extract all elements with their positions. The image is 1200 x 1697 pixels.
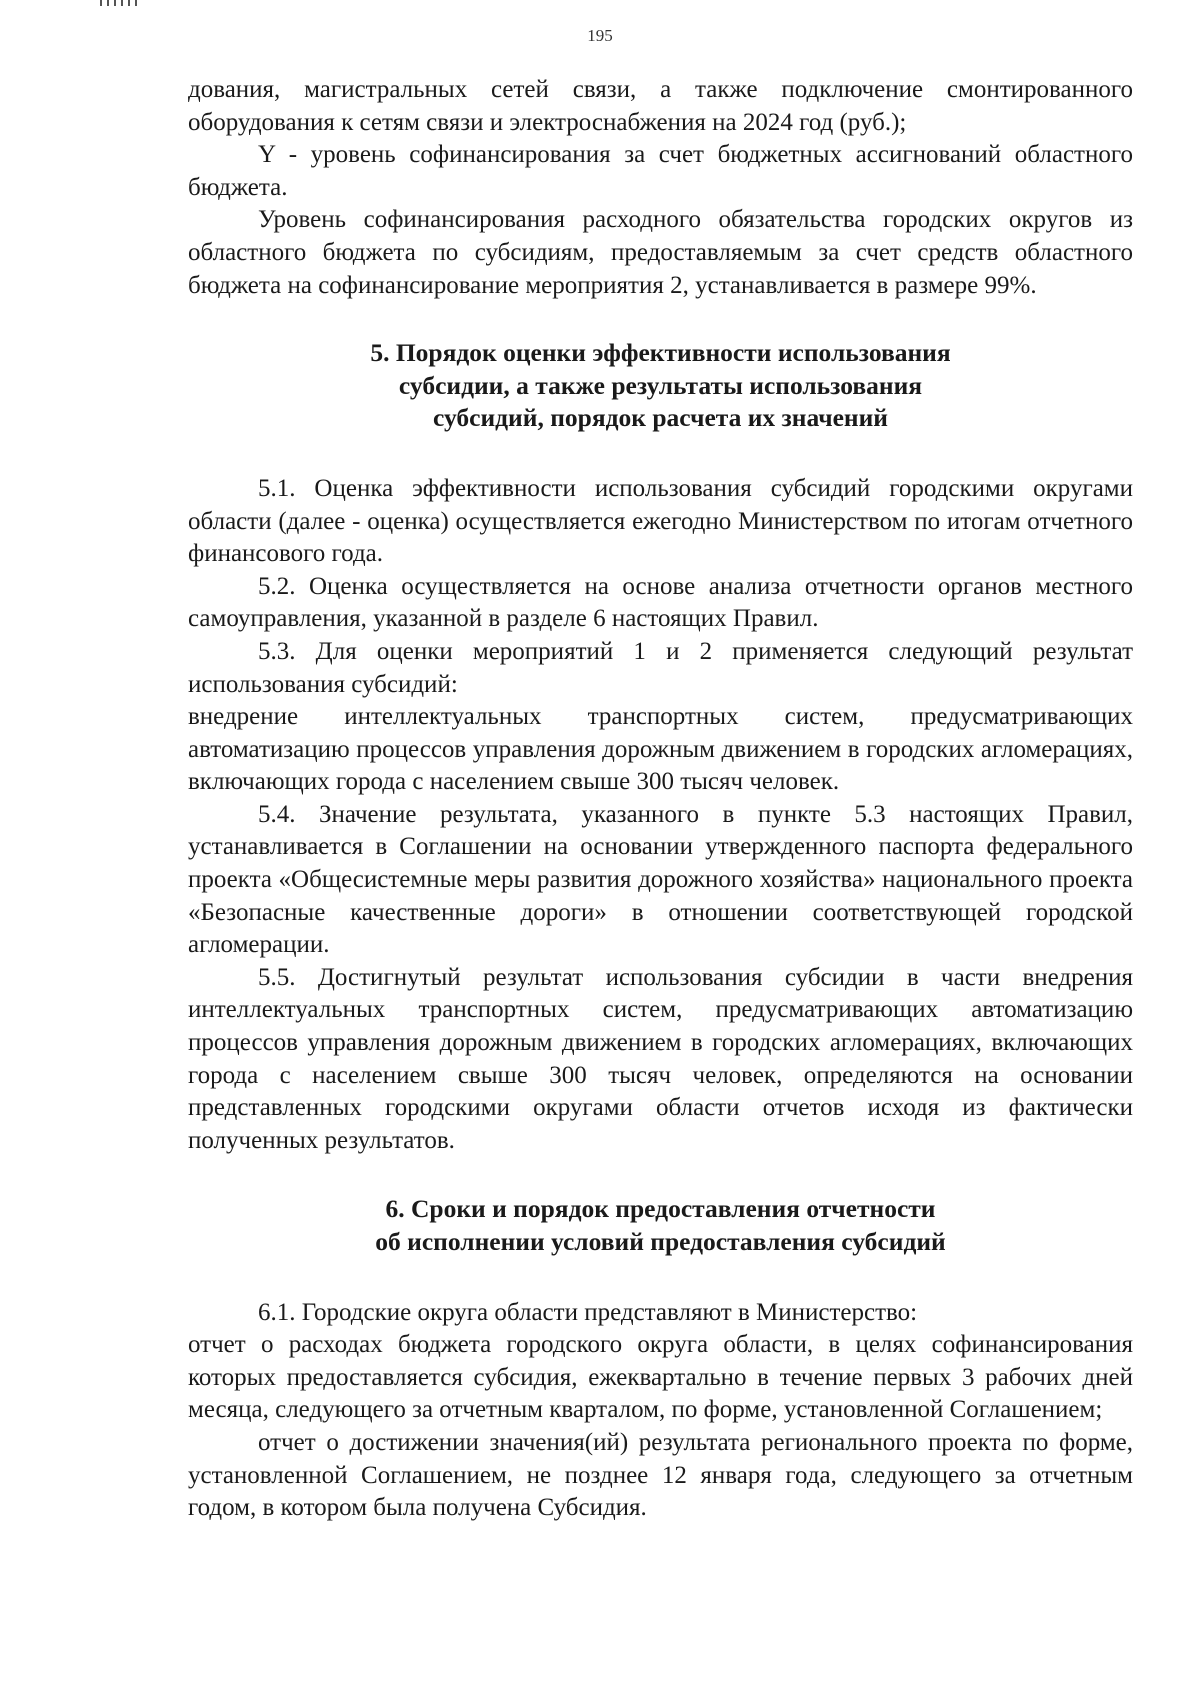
- intro-paragraph-3: Уровень софинансирования расходного обязательства городских округов из областного бюджета по субсидиям, предоставляемым за счет средств областного бюджета на софинансирование мероприятия 2, устанавливается в размере 99%.: [188, 206, 1133, 299]
- intro-paragraph-2: Y - уровень софинансирования за счет бюджетных ассигнований областного бюджета.: [188, 141, 1133, 201]
- paragraph-5-3: 5.3. Для оценки мероприятий 1 и 2 применяется следующий результат использования субсидий:: [188, 637, 1133, 698]
- scan-marks: [100, 0, 140, 6]
- section-6-heading-line-2: об исполнении условий предоставления субсидий: [375, 1227, 946, 1256]
- section-6-heading: [188, 1193, 1133, 1258]
- intro-paragraph-1: дования, магистральных сетей связи, а также подключение смонтированного оборудования к сетям связи и электроснабжения на 2024 год (руб.);: [188, 76, 1133, 136]
- section-5-heading-line-3: субсидий, порядок расчета их значений: [433, 403, 888, 433]
- paragraph-5-5: 5.5. Достигнутый результат использования субсидии в части внедрения интеллектуальных транспортных систем, предусматривающих автоматизацию процессов управления дорожным движением в городских агломерациях, включающих города с населением свыше 300 тысяч человек, определяются на основании представленных городскими округами области отчетов исходя из фактически полученных результатов.: [188, 963, 1133, 1154]
- paragraph-6-1-result-report: отчет о достижении значения(ий) результата регионального проекта по форме, установленной Соглашением, не позднее 12 января года, следующего за отчетным годом, в котором была получена Субсидия.: [188, 1428, 1133, 1522]
- paragraph-5-4: 5.4. Значение результата, указанного в пункте 5.3 настоящих Правил, устанавливается в Соглашении на основании утвержденного паспорта федерального проекта «Общесистемные меры развития дорожного хозяйства» национального проекта «Безопасные качественные дороги» в отношении соответствующей городской агломерации.: [188, 800, 1133, 959]
- paragraph-5-2: 5.2. Оценка осуществляется на основе анализа отчетности органов местного самоуправления, указанной в разделе 6 настоящих Правил.: [188, 572, 1133, 633]
- section-5-heading-line-1: 5. Порядок оценки эффективности использования: [370, 338, 951, 368]
- paragraph-5-1: 5.1. Оценка эффективности использования субсидий городскими округами области (далее - оценка) осуществляется ежегодно Министерством по итогам отчетного финансового года.: [188, 474, 1133, 568]
- paragraph-6-1: 6.1. Городские округа области представляют в Министерство:: [258, 1298, 918, 1326]
- document-body: [188, 74, 1133, 1525]
- section-6-heading-line-1: 6. Сроки и порядок предоставления отчетности: [385, 1194, 936, 1224]
- section-5-heading: [188, 337, 1133, 435]
- section-5-heading-line-2: субсидии, а также результаты использования: [398, 370, 923, 400]
- paragraph-5-3-result: внедрение интеллектуальных транспортных систем, предусматривающих автоматизацию процессов управления дорожным движением в городских агломерациях, включающих города с населением свыше 300 тысяч человек.: [188, 703, 1133, 796]
- page-number: 195: [587, 26, 613, 45]
- paragraph-6-1-expenses-report: отчет о расходах бюджета городского округа области, в целях софинансирования которых предоставляется субсидия, ежеквартально в течение первых 3 рабочих дней месяца, следующего за отчетным кварталом, по форме, установленной Соглашением;: [188, 1331, 1133, 1424]
